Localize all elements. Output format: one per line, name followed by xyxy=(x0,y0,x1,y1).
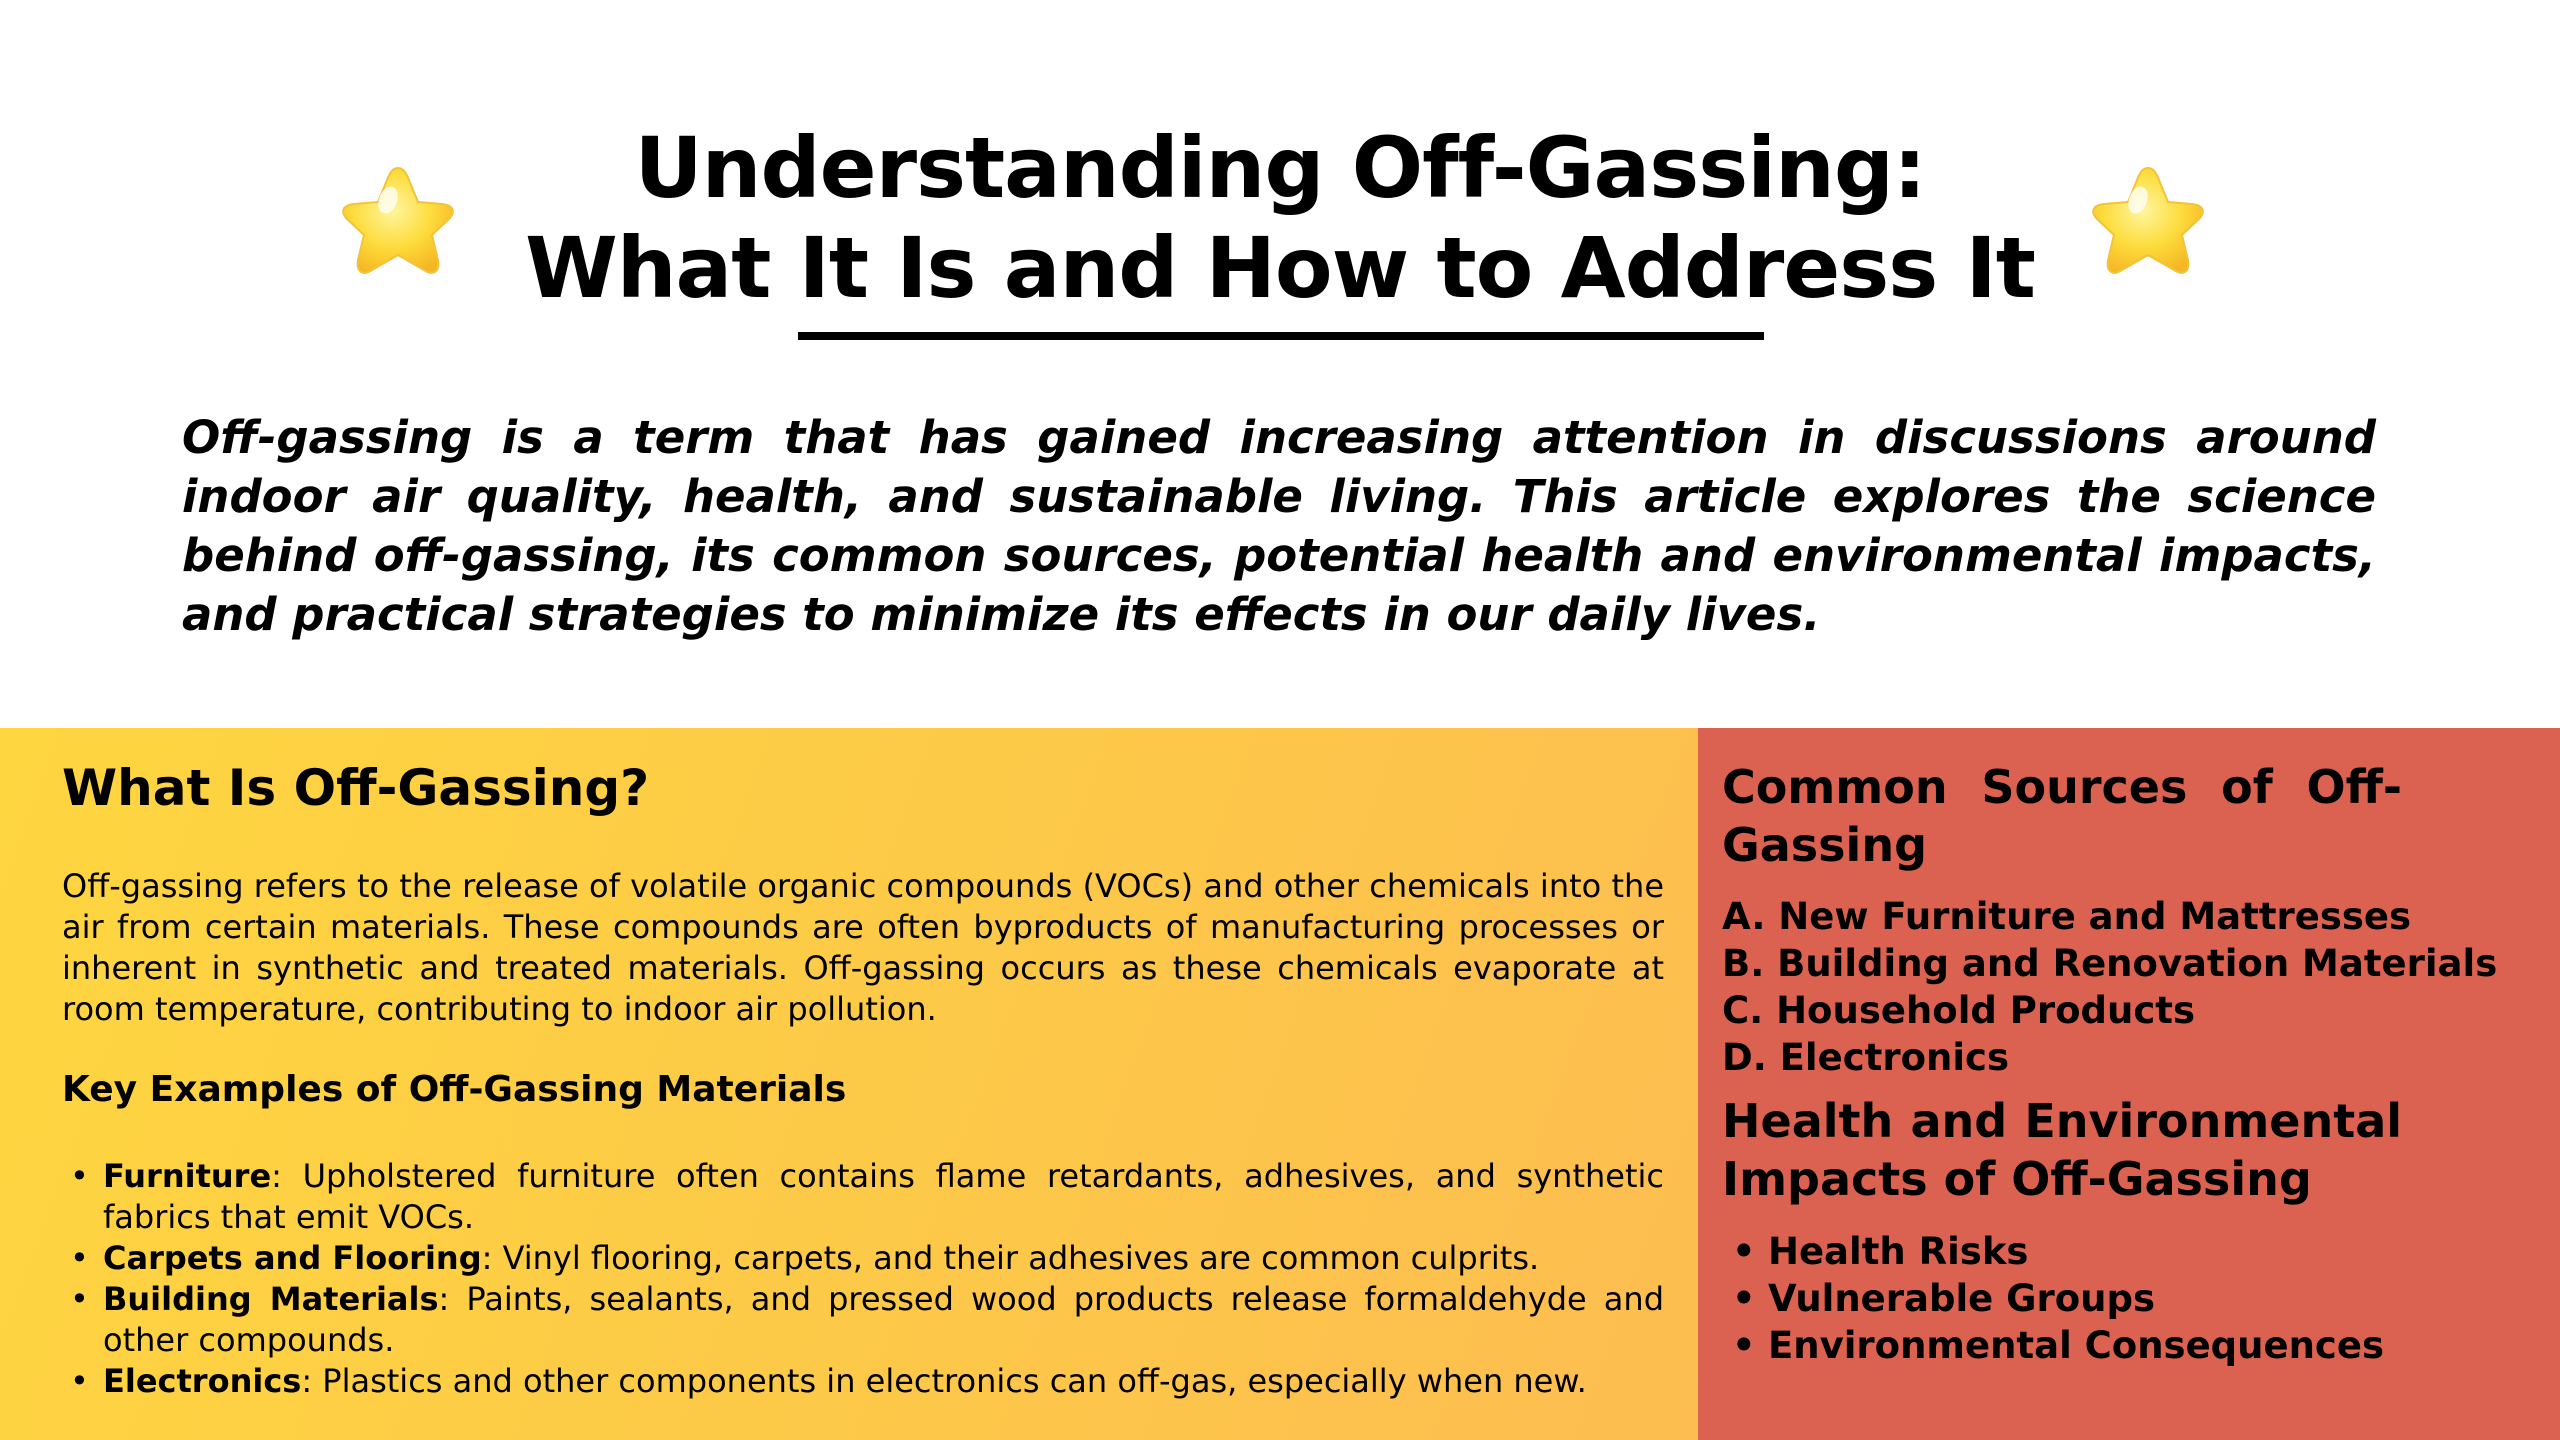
impacts-list xyxy=(1722,1228,2384,1369)
example-term: Furniture xyxy=(103,1157,272,1195)
list-item xyxy=(1722,1228,2384,1275)
page-title-line-1: Understanding Off-Gassing: xyxy=(634,119,1926,217)
list-item xyxy=(1722,1275,2384,1322)
example-text: : Upholstered furniture often contains flame retardants, adhesives, and synthetic fabrics that emit VOCs. xyxy=(103,1157,1664,1236)
title-underline xyxy=(798,332,1764,340)
list-item: C. Household Products xyxy=(1722,989,2195,1032)
list-item: B. Building and Renovation Materials xyxy=(1722,942,2498,985)
examples-heading: Key Examples of Off-Gassing Materials xyxy=(62,1069,847,1110)
examples-list xyxy=(62,1156,1664,1402)
list-item xyxy=(1722,1322,2384,1369)
example-text: : Vinyl flooring, carpets, and their adhesives are common culprits. xyxy=(481,1239,1540,1277)
bullet-icon: • xyxy=(70,1280,89,1318)
example-text: : Paints, sealants, and pressed wood products release formaldehyde and other compounds. xyxy=(103,1280,1665,1359)
impact-label: Health Risks xyxy=(1768,1230,2029,1273)
impact-label: Environmental Consequences xyxy=(1768,1324,2384,1367)
bullet-icon: • xyxy=(1732,1324,1756,1367)
what-is-body: Off-gassing refers to the release of volatile organic compounds (VOCs) and other chemicals into the air from certain materials. These compounds are often byproducts of manufacturing processes or inherent in synthetic and treated materials. Off-gassing occurs as these chemicals evaporate at room temperature, contributing to indoor air pollution. xyxy=(62,867,1664,1028)
list-item xyxy=(62,1238,1664,1279)
impacts-heading: Health and Environmental Impacts of Off-Gassing xyxy=(1722,1094,2402,1206)
list-item: D. Electronics xyxy=(1722,1036,2009,1079)
impact-label: Vulnerable Groups xyxy=(1768,1277,2156,1320)
what-is-heading: What Is Off-Gassing? xyxy=(62,759,650,817)
bullet-icon: • xyxy=(70,1157,89,1195)
sources-list xyxy=(1722,893,2497,1081)
bullet-icon: • xyxy=(1732,1277,1756,1320)
example-term: Carpets and Flooring xyxy=(103,1239,482,1277)
intro-paragraph: Off-gassing is a term that has gained increasing attention in discussions around indoor air quality, health, and sustainable living. This article explores the science behind off-gassing, its common sources, potential health and environmental impacts, and practical strategies to minimize its effects in our daily lives. xyxy=(182,411,2376,641)
sources-heading: Common Sources of Off-Gassing xyxy=(1722,760,2402,872)
example-term: Building Materials xyxy=(103,1280,439,1318)
bullet-icon: • xyxy=(1732,1230,1756,1273)
list-item xyxy=(62,1156,1664,1238)
bullet-icon: • xyxy=(70,1362,89,1400)
bullet-icon: • xyxy=(70,1239,89,1277)
page-title xyxy=(0,118,2560,318)
example-term: Electronics xyxy=(103,1362,302,1400)
list-item xyxy=(62,1361,1664,1402)
list-item xyxy=(62,1279,1664,1361)
list-item: A. New Furniture and Mattresses xyxy=(1722,895,2412,938)
example-text: : Plastics and other components in electronics can off-gas, especially when new. xyxy=(301,1362,1587,1400)
page-title-line-2: What It Is and How to Address It xyxy=(525,219,2035,317)
